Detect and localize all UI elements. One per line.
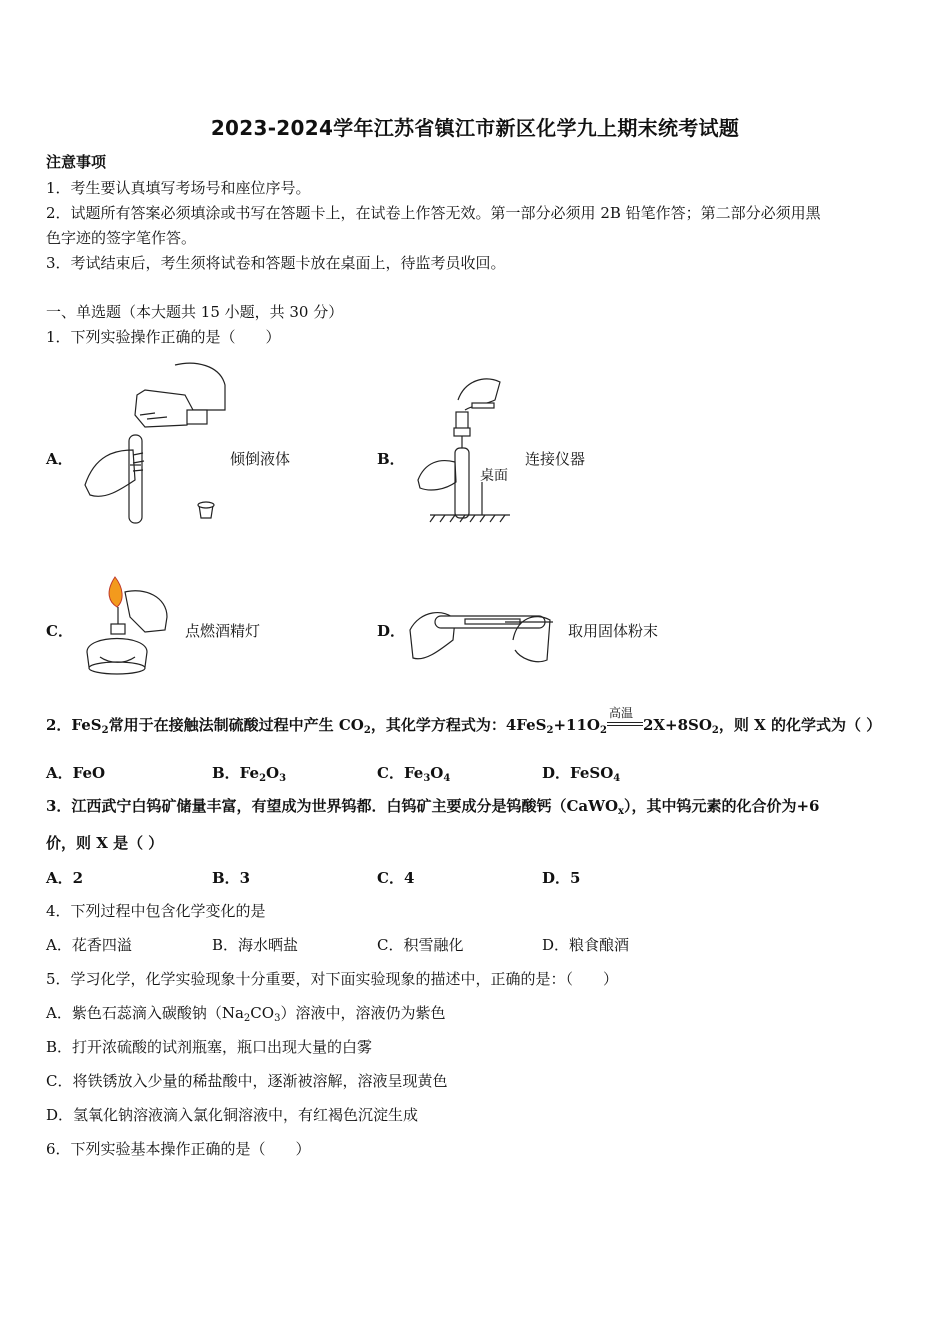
q4-option-b: B．海水晒盐 bbox=[212, 936, 299, 954]
q4-stem: 4．下列过程中包含化学变化的是 bbox=[46, 902, 266, 920]
q1-option-a-label: A． bbox=[46, 450, 73, 468]
q1-stem: 1．下列实验操作正确的是（ ） bbox=[46, 328, 281, 346]
connecting-apparatus-illustration bbox=[410, 370, 520, 525]
q1-option-a-text: 倾倒液体 bbox=[230, 450, 291, 468]
q2-option-c: C．$Fe_3O_4$ bbox=[377, 764, 451, 784]
q1-option-d-text: 取用固体粉末 bbox=[568, 622, 659, 640]
q5-option-a: A．紫色石蕊滴入碳酸钠$(Na_2CO_3)$溶液中，溶液仍为紫色 bbox=[46, 1004, 446, 1024]
q5-option-c: C．将铁锈放入少量的稀盐酸中，逐渐被溶解，溶液呈现黄色 bbox=[46, 1072, 448, 1090]
q3-option-c: C．4 bbox=[377, 869, 415, 887]
q6-stem: 6．下列实验基本操作正确的是（ ） bbox=[46, 1140, 311, 1158]
reaction-arrow bbox=[607, 706, 643, 735]
q1-option-b-label: B． bbox=[377, 450, 405, 468]
q1-option-c-text: 点燃酒精灯 bbox=[185, 622, 261, 640]
notice-item-3: 3．考试结束后，考生须将试卷和答题卡放在桌面上，待监考员收回。 bbox=[46, 254, 506, 272]
q1-option-c-label: C． bbox=[46, 622, 73, 640]
q4-option-d: D．粮食酿酒 bbox=[542, 936, 630, 954]
pouring-liquid-illustration bbox=[75, 355, 235, 530]
q3-stem: 3．江西武宁白钨矿储量丰富，有望成为世界钨都．白钨矿主要成分是钨酸钙（CaWO$_x$），其中钨元素的化合价为+6 bbox=[46, 797, 820, 817]
q1-option-b-text: 连接仪器 bbox=[525, 450, 586, 468]
taking-solid-powder-illustration bbox=[405, 600, 555, 670]
q2-option-d: D．FeSO$_4$ bbox=[542, 764, 621, 784]
desk-label: 桌面 bbox=[480, 468, 508, 484]
notice-heading: 注意事项 bbox=[46, 153, 107, 171]
q1-option-d-label: D． bbox=[377, 622, 406, 640]
q3-option-d: D．5 bbox=[542, 869, 581, 887]
q5-stem: 5．学习化学，化学实验现象十分重要，对下面实验现象的描述中，正确的是：（ ） bbox=[46, 970, 619, 988]
notice-item-2: 2．试题所有答案必须填涂或书写在答题卡上，在试卷上作答无效。第一部分必须用 2B 铅笔作答；第二部分必须用黑 bbox=[46, 204, 821, 222]
q4-option-c: C．积雪融化 bbox=[377, 936, 464, 954]
q5-option-d: D．氢氧化钠溶液滴入氯化铜溶液中，有红褐色沉淀生成 bbox=[46, 1106, 419, 1124]
q3-option-b: B．3 bbox=[212, 869, 251, 887]
notice-item-2-cont: 色字迹的签字笔作答。 bbox=[46, 229, 197, 247]
page-title: 2023-2024学年江苏省镇江市新区化学九上期末统考试题 bbox=[210, 116, 740, 140]
q3-stem-cont: 价，则 X 是（ ） bbox=[46, 834, 164, 852]
q2-stem: 2．FeS$_2$常用于在接触法制硫酸过程中产生 $CO_2$，其化学方程式为：$4FeS_2+11O_2$ 高温 $2X+8SO_2$，则 X 的化学式为（ ） bbox=[46, 715, 881, 741]
q3-option-a: A．2 bbox=[46, 869, 84, 887]
notice-item-1: 1．考生要认真填写考场号和座位序号。 bbox=[46, 179, 311, 197]
q4-option-a: A．花香四溢 bbox=[46, 936, 132, 954]
section-heading: 一、单选题（本大题共 15 小题，共 30 分） bbox=[46, 303, 344, 321]
lighting-alcohol-lamp-illustration bbox=[75, 572, 175, 682]
q2-option-a: A．FeO bbox=[46, 764, 106, 782]
q2-option-b: B．$Fe_2O_3$ bbox=[212, 764, 287, 784]
q5-option-b: B．打开浓硫酸的试剂瓶塞，瓶口出现大量的白雾 bbox=[46, 1038, 373, 1056]
reaction-condition: 高温 bbox=[608, 706, 633, 720]
